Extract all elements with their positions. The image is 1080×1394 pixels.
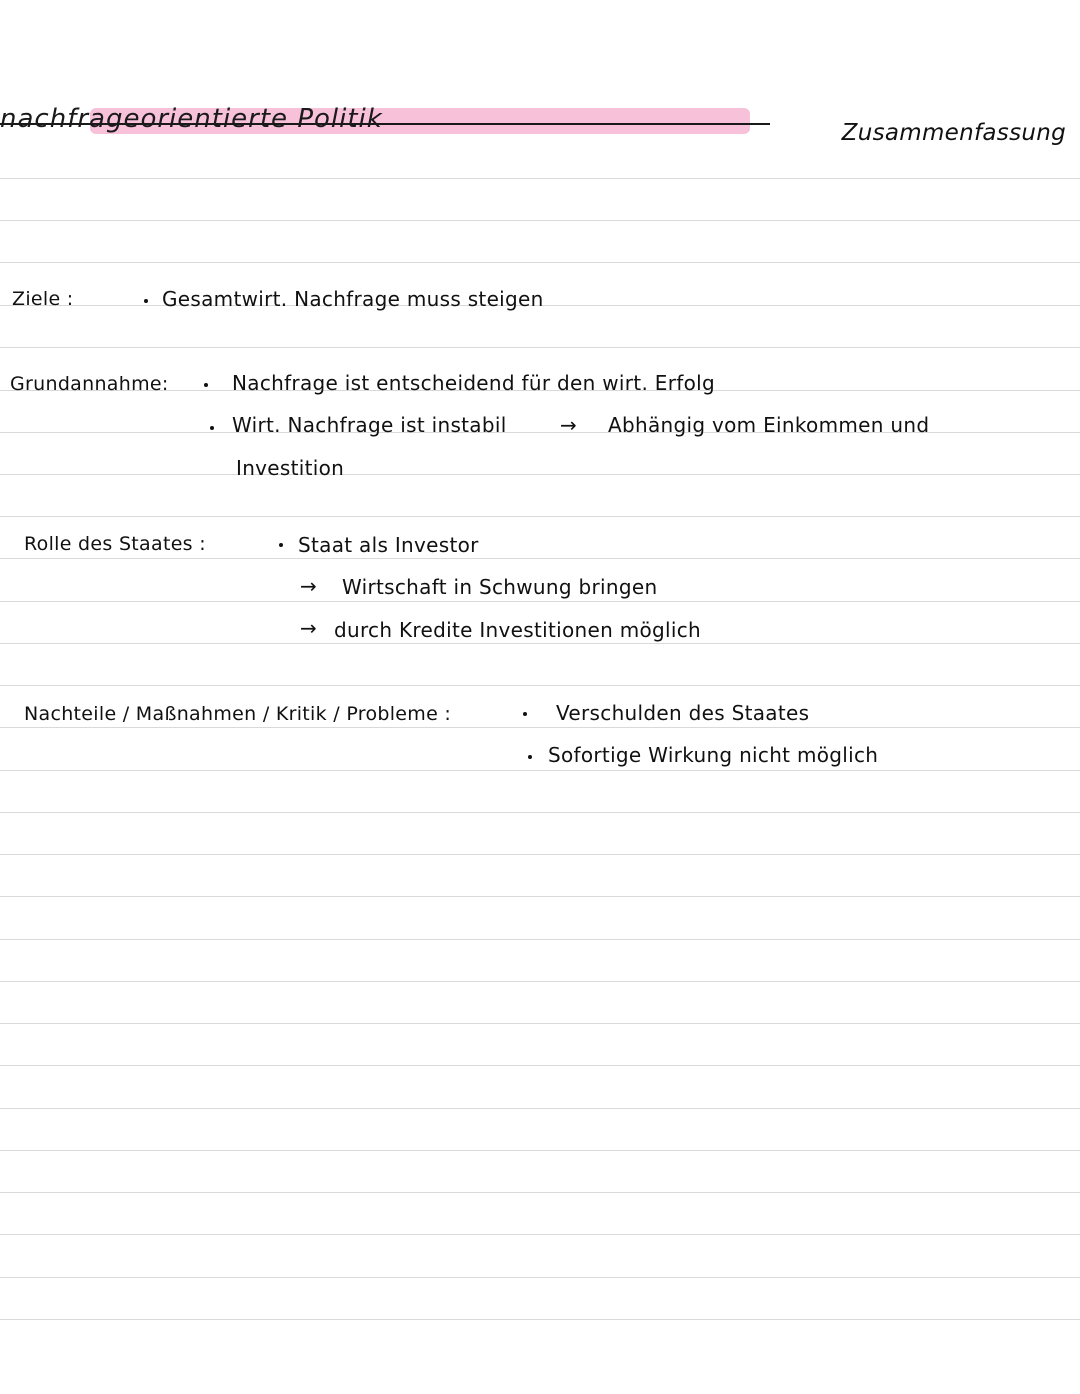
bullet-icon	[523, 712, 527, 716]
section-label-grundannahme: Grundannahme:	[10, 373, 169, 395]
arrow-right-icon: →	[300, 616, 318, 640]
bullet-icon	[210, 426, 214, 430]
bullet-icon	[204, 383, 208, 387]
grundannahme-item: Wirt. Nachfrage ist instabil	[232, 413, 507, 437]
arrow-right-icon: →	[300, 574, 318, 598]
nachteile-item: Sofortige Wirkung nicht möglich	[548, 743, 879, 767]
rolle-item: Staat als Investor	[298, 533, 479, 557]
grundannahme-item: Abhängig vom Einkommen und	[608, 413, 930, 437]
ziele-item: Gesamtwirt. Nachfrage muss steigen	[162, 287, 544, 311]
section-label-ziele: Ziele :	[12, 288, 74, 310]
grundannahme-item: Nachfrage ist entscheidend für den wirt. Erfolg	[232, 371, 715, 395]
arrow-right-icon: →	[560, 413, 578, 437]
section-label-nachteile: Nachteile / Maßnahmen / Kritik / Probleme :	[24, 703, 452, 725]
grundannahme-item: Investition	[236, 456, 345, 480]
bullet-icon	[144, 299, 148, 303]
bullet-icon	[279, 543, 283, 547]
bullet-icon	[528, 755, 532, 759]
section-label-rolle: Rolle des Staates :	[24, 533, 206, 555]
nachteile-item: Verschulden des Staates	[556, 701, 810, 725]
rolle-sub-item: durch Kredite Investitionen möglich	[334, 618, 702, 642]
rolle-sub-item: Wirtschaft in Schwung bringen	[342, 575, 658, 599]
page-subtitle: Zusammenfassung	[841, 120, 1066, 146]
page-title: nachfrageorientierte Politik	[0, 104, 383, 134]
